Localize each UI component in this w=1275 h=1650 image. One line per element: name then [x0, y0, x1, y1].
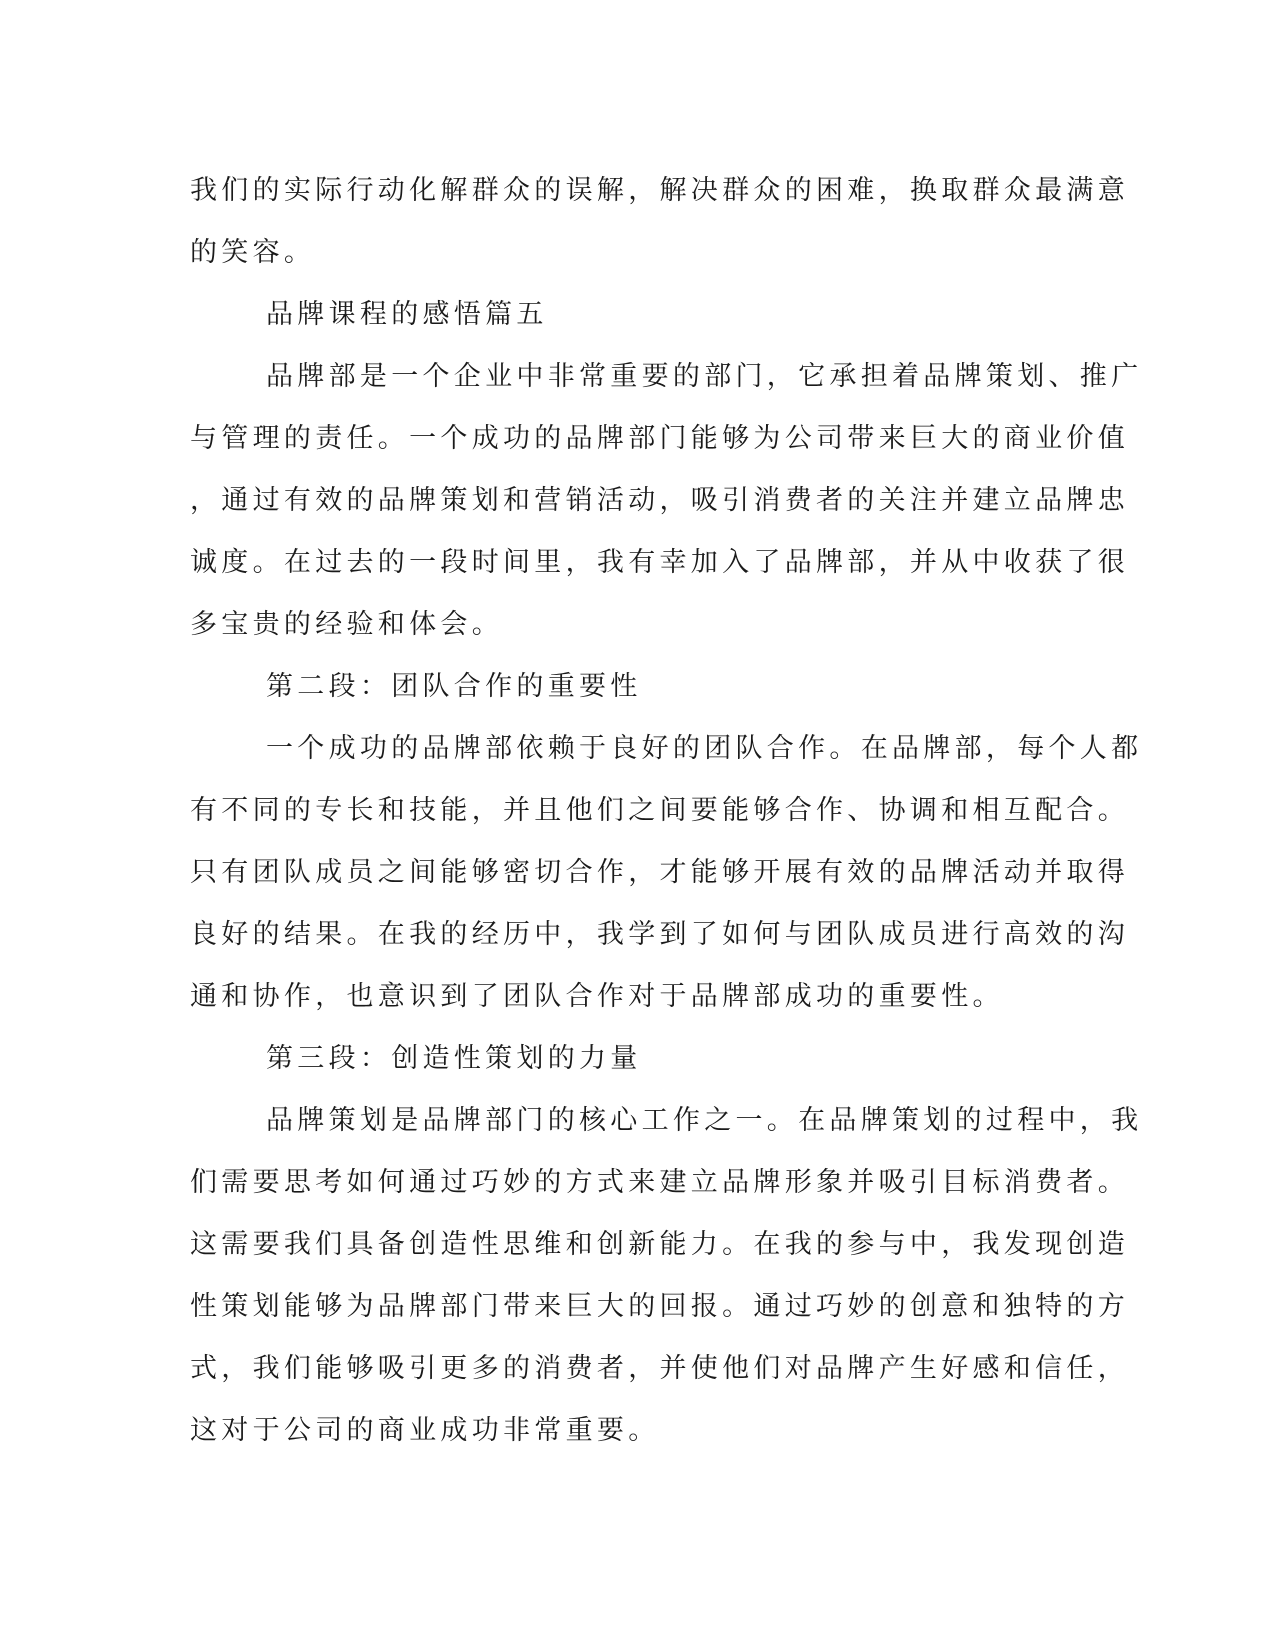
section-heading: 第三段：创造性策划的力量	[266, 1043, 642, 1074]
body-line: 这需要我们具备创造性思维和创新能力。在我的参与中，我发现创造	[190, 1229, 1129, 1260]
body-line: 这对于公司的商业成功非常重要。	[190, 1415, 660, 1446]
body-line: 的笑容。	[190, 237, 316, 268]
body-line: 通和协作，也意识到了团队合作对于品牌部成功的重要性。	[190, 981, 1004, 1012]
body-line: 只有团队成员之间能够密切合作，才能够开展有效的品牌活动并取得	[190, 857, 1129, 888]
body-line: 一个成功的品牌部依赖于良好的团队合作。在品牌部，每个人都	[266, 733, 1143, 764]
section-heading: 第二段：团队合作的重要性	[266, 671, 642, 702]
body-line: 品牌策划是品牌部门的核心工作之一。在品牌策划的过程中，我	[266, 1105, 1143, 1136]
body-line: 诚度。在过去的一段时间里，我有幸加入了品牌部，并从中收获了很	[190, 547, 1129, 578]
body-line: 们需要思考如何通过巧妙的方式来建立品牌形象并吸引目标消费者。	[190, 1167, 1129, 1198]
body-line: 多宝贵的经验和体会。	[190, 609, 503, 640]
document-body	[190, 160, 1143, 1462]
body-line: 良好的结果。在我的经历中，我学到了如何与团队成员进行高效的沟	[190, 919, 1129, 950]
body-line: 有不同的专长和技能，并且他们之间要能够合作、协调和相互配合。	[190, 795, 1129, 826]
body-line: 我们的实际行动化解群众的误解，解决群众的困难，换取群众最满意	[190, 175, 1129, 206]
section-heading: 品牌课程的感悟篇五	[266, 299, 548, 330]
body-line: 式，我们能够吸引更多的消费者，并使他们对品牌产生好感和信任，	[190, 1353, 1129, 1384]
body-line: 品牌部是一个企业中非常重要的部门，它承担着品牌策划、推广	[266, 361, 1143, 392]
body-line: ，通过有效的品牌策划和营销活动，吸引消费者的关注并建立品牌忠	[190, 485, 1129, 516]
body-line: 性策划能够为品牌部门带来巨大的回报。通过巧妙的创意和独特的方	[190, 1291, 1129, 1322]
body-line: 与管理的责任。一个成功的品牌部门能够为公司带来巨大的商业价值	[190, 423, 1129, 454]
